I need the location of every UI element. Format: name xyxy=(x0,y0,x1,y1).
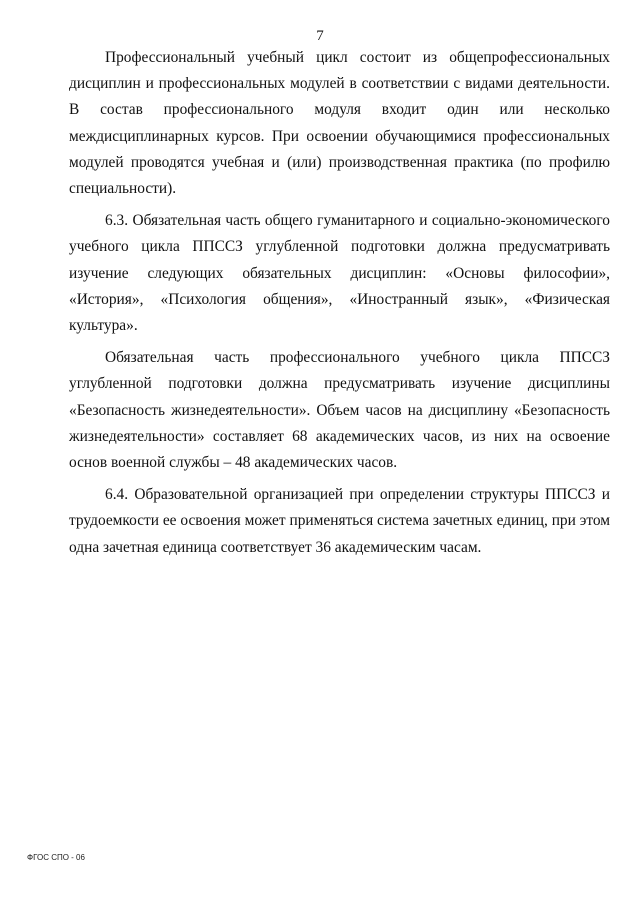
document-body xyxy=(69,45,610,567)
paragraph-6-4: 6.4. Образовательной организацией при определении структуры ППССЗ и трудоемкости ее освоения может применяться система зачетных единиц, при этом одна зачетная единица соответствует 36 академическим часам. xyxy=(69,486,610,556)
paragraph-life-safety: Обязательная часть профессионального учебного цикла ППССЗ углубленной подготовки должна предусматривать изучение дисциплины «Безопасность жизнедеятельности». Объем часов на дисциплину «Безопасность жизнедеятельности» составляет 68 академических часов, из них на освоение основ военной службы – 48 академических часов. xyxy=(69,349,610,472)
footer-document-code: ФГОС СПО - 06 xyxy=(27,853,85,862)
paragraph-professional-cycle: Профессиональный учебный цикл состоит из общепрофессиональных дисциплин и профессиональных модулей в соответствии с видами деятельности. В состав профессионального модуля входит один или несколько междисциплинарных курсов. При освоении обучающимися профессиональных модулей проводятся учебная и (или) производственная практика (по профилю специальности). xyxy=(69,49,610,198)
paragraph-6-3: 6.3. Обязательная часть общего гуманитарного и социально-экономического учебного цикла ППССЗ углубленной подготовки должна предусматривать изучение следующих обязательных дисциплин: «Основы философии», «История», «Психология общения», «Иностранный язык», «Физическая культура». xyxy=(69,212,610,335)
page-number: 7 xyxy=(316,28,324,44)
